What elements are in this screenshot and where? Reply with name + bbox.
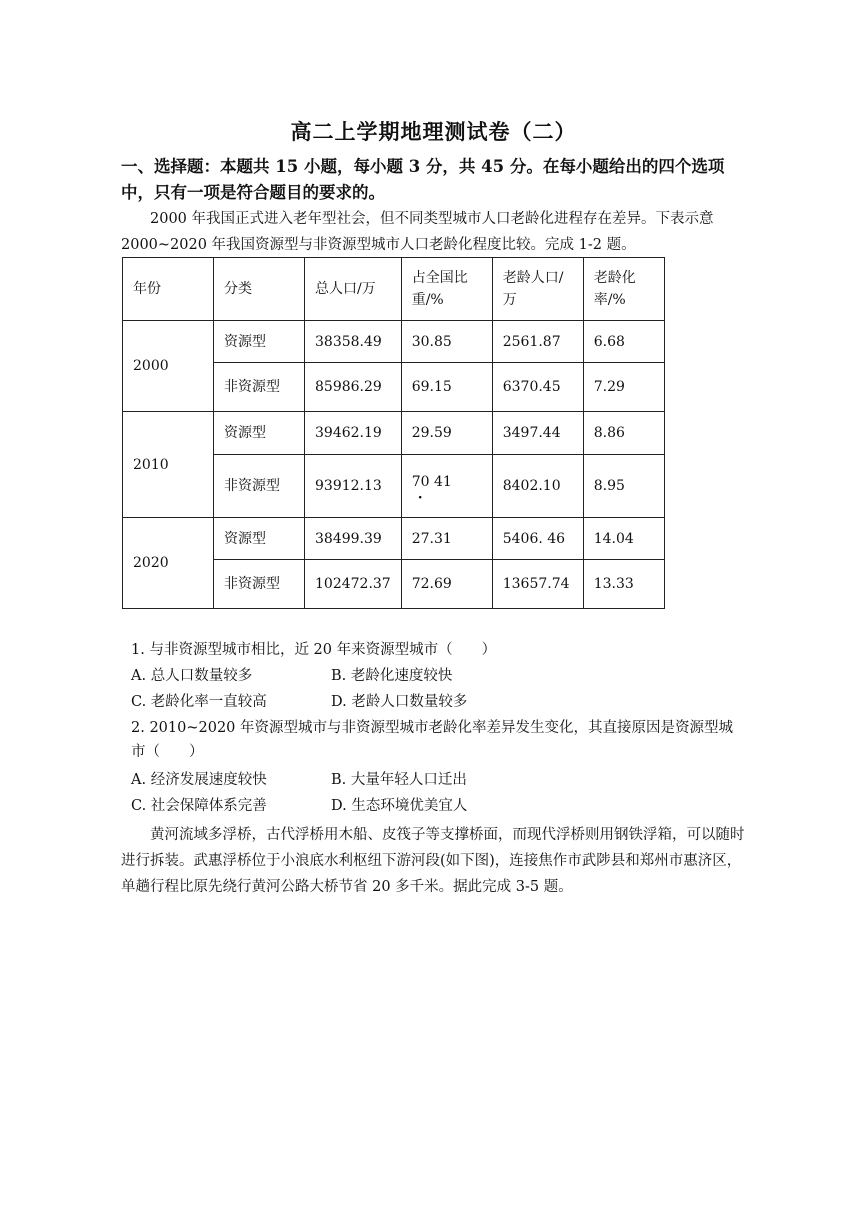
cell-share: 29.59 <box>401 412 492 455</box>
cell-rate: 8.95 <box>583 455 664 518</box>
question-2-options-row-1 <box>131 768 531 792</box>
question-2-options-row-2 <box>131 794 531 818</box>
cell-pop: 38499.39 <box>305 518 402 560</box>
passage-2: 黄河流域多浮桥，古代浮桥用木船、皮筏子等支撑桥面，而现代浮桥则用钢铁浮箱，可以随时进行拆装。武惠浮桥位于小浪底水利枢纽下游河段(如下图)，连接焦作市武陟县和郑州市惠济区，单趟行程比原先绕行黄河公路大桥节省 20 多千米。据此完成 3-5 题。 <box>121 827 745 895</box>
option-c[interactable]: C. 社会保障体系完善 <box>131 798 267 814</box>
cell-elderly: 3497.44 <box>492 412 583 455</box>
cell-share: 27.31 <box>401 518 492 560</box>
intro-paragraph: 2000 年我国正式进入老年型社会，但不同类型城市人口老龄化进程存在差异。下表示意 2000~2020 年我国资源型与非资源型城市人口老龄化程度比较。完成 1-2 题。 <box>121 211 714 253</box>
cell-type: 非资源型 <box>214 455 305 518</box>
cell-pop: 85986.29 <box>305 363 402 412</box>
question-1-options-row-1 <box>131 664 531 688</box>
option-a[interactable]: A. 总人口数量较多 <box>131 668 253 684</box>
cell-rate: 6.68 <box>583 321 664 363</box>
cell-elderly: 13657.74 <box>492 560 583 609</box>
cell-type: 非资源型 <box>214 363 305 412</box>
cell-elderly: 5406. 46 <box>492 518 583 560</box>
option-a[interactable]: A. 经济发展速度较快 <box>131 772 267 788</box>
header-rate: 老龄化率/% <box>583 258 664 321</box>
cell-share: 72.69 <box>401 560 492 609</box>
cell-pop: 38358.49 <box>305 321 402 363</box>
table-header-row <box>123 258 665 321</box>
option-c[interactable]: C. 老龄化率一直较高 <box>131 694 267 710</box>
cell-rate: 7.29 <box>583 363 664 412</box>
header-pop: 总人口/万 <box>305 258 402 321</box>
cell-year: 2000 <box>123 321 214 412</box>
table-row <box>123 321 665 363</box>
cell-pop: 102472.37 <box>305 560 402 609</box>
cell-share: 69.15 <box>401 363 492 412</box>
header-year: 年份 <box>123 258 214 321</box>
cell-pop: 39462.19 <box>305 412 402 455</box>
section-heading: 一、选择题：本题共 15 小题，每小题 3 分，共 45 分。在每小题给出的四个选项中，只有一项是符合题目的要求的。 <box>121 157 725 202</box>
cell-rate: 13.33 <box>583 560 664 609</box>
option-b[interactable]: B. 老龄化速度较快 <box>331 668 453 684</box>
cell-type: 资源型 <box>214 321 305 363</box>
cell-elderly: 2561.87 <box>492 321 583 363</box>
table-row <box>123 518 665 560</box>
cell-share-value: 70 41 · <box>412 474 452 490</box>
page-title: 高二上学期地理测试卷（二） <box>290 119 577 144</box>
cell-rate: 14.04 <box>583 518 664 560</box>
question-1-stem: 1. 与非资源型城市相比，近 20 年来资源型城市（ ） <box>131 642 497 658</box>
cell-elderly: 8402.10 <box>492 455 583 518</box>
option-d[interactable]: D. 老龄人口数量较多 <box>331 694 468 710</box>
cell-year: 2010 <box>123 412 214 518</box>
option-d[interactable]: D. 生态环境优美宜人 <box>331 798 468 814</box>
question-2-stem: 2. 2010~2020 年资源型城市与非资源型城市老龄化率差异发生变化，其直接原因是资源型城市（ ） <box>131 720 734 760</box>
header-type: 分类 <box>214 258 305 321</box>
cell-type: 资源型 <box>214 412 305 455</box>
cell-pop: 93912.13 <box>305 455 402 518</box>
cell-share <box>401 455 492 518</box>
question-1-options-row-2 <box>131 690 531 714</box>
cell-share: 30.85 <box>401 321 492 363</box>
cell-elderly: 6370.45 <box>492 363 583 412</box>
table-row <box>123 412 665 455</box>
cell-year: 2020 <box>123 518 214 609</box>
option-b[interactable]: B. 大量年轻人口迁出 <box>331 772 467 788</box>
header-share: 占全国比重/% <box>401 258 492 321</box>
header-elderly: 老龄人口/万 <box>492 258 583 321</box>
cell-rate: 8.86 <box>583 412 664 455</box>
data-table <box>122 257 665 609</box>
cell-type: 资源型 <box>214 518 305 560</box>
cell-type: 非资源型 <box>214 560 305 609</box>
